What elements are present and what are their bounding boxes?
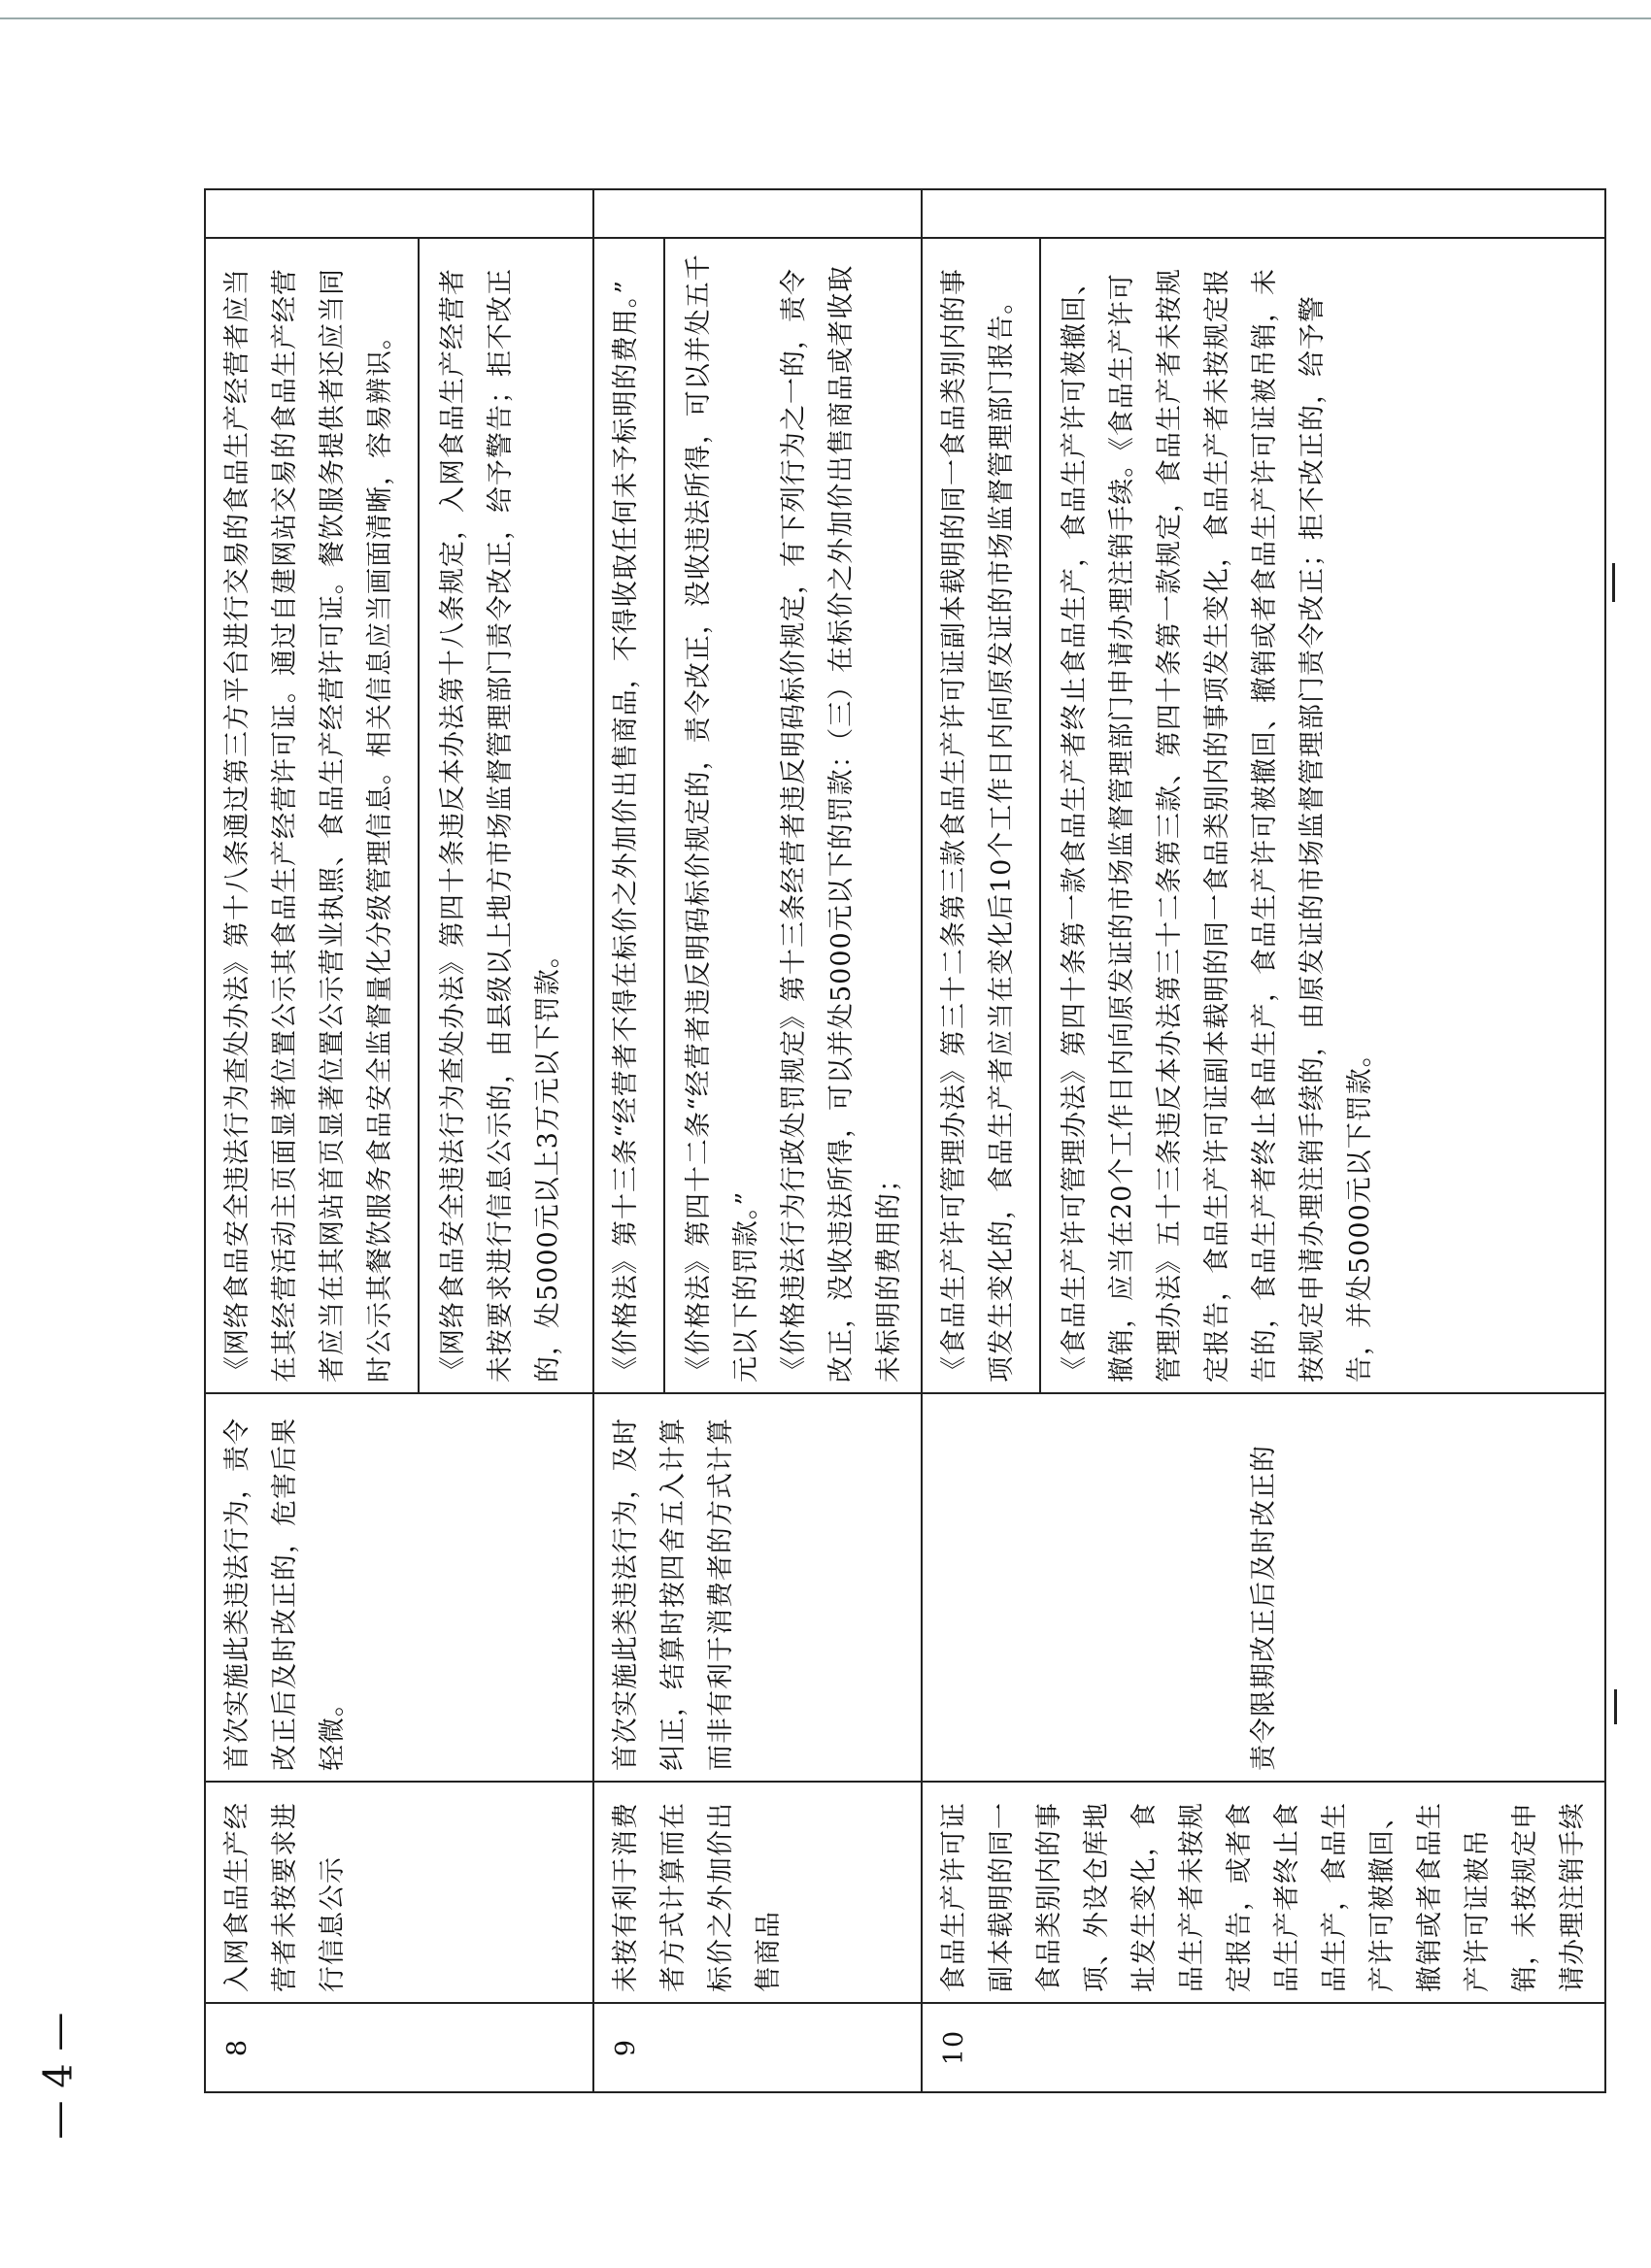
violation-cell: 食品生产许可证副本载明的同一食品类别内的事项、外设仓库地址发生变化，食品生产者未按规定报告，或者食品生产者终止食品生产，食品生产许可被撤回、撤销或者食品生产许可证被吊销，未按规定申请办理注销手续: [922, 1782, 1605, 2003]
basis-cell: [922, 238, 1605, 1393]
basis-penalty-text: 《网络食品安全违法行为查处办法》第四十条违反本办法第十八条规定，入网食品生产经营者未按要求进行信息公示的，由县级以上地方市场监督管理部门责令改正，给予警告；拒不改正的，处5000元以上3万元以下罚款。: [438, 268, 563, 1383]
scan-mark: [1614, 1689, 1617, 1724]
rotated-table-container: [204, 190, 1588, 2093]
scan-mark: [1612, 563, 1615, 602]
condition-cell: 首次实施此类违法行为，责令改正后及时改正的，危害后果轻微。: [205, 1393, 593, 1782]
basis-penalty-text: 《价格法》第四十二条“经营者违反明码标价规定的，责令改正，没收违法所得，可以并处五千元以下的罚款。” 《价格违法行为行政处罚规定》第十三条经营者违反明码标价规定，有下列行为之一的，责令改正，没收违法所得，可以并处5000元以下的罚款：（三）在标价之外加价出售商品或者收取未标明的费用的；: [684, 253, 904, 1383]
violation-cell: 入网食品生产经营者未按要求进行信息公示: [205, 1782, 593, 2003]
empty-cell: [205, 189, 593, 238]
table-row: [593, 189, 922, 2092]
basis-main-text: 《网络食品安全违法行为查处办法》第十八条通过第三方平台进行交易的食品生产经营者应当在其经营活动主页面显著位置公示其食品生产经营许可证。通过自建网站交易的食品生产经营者应当在其网站首页显著位置公示营业执照、食品生产经营许可证。餐饮服务提供者还应当同时公示其餐饮服务食品安全监督量化分级管理信息。相关信息应当画面清晰，容易辨识。: [222, 268, 395, 1383]
basis-cell: [593, 238, 922, 1393]
page-number: — 4 —: [36, 2012, 82, 2140]
empty-cell: [922, 189, 1605, 238]
empty-cell: [593, 189, 922, 238]
basis-cell: [205, 238, 593, 1393]
violation-cell: 未按有利于消费者方式计算而在标价之外加价出售商品: [593, 1782, 922, 2003]
row-number: 9: [593, 2003, 922, 2092]
table-row: [922, 189, 1605, 2092]
row-number: 8: [205, 2003, 593, 2092]
top-scan-line: [0, 17, 1651, 19]
table-row: [205, 189, 593, 2092]
basis-penalty-text: 《食品生产许可管理办法》第四十条第一款食品生产者终止食品生产，食品生产许可被撤回、撤销，应当在20个工作日内向原发证的市场监督管理部门申请办理注销手续。《食品生产许可管理办法》五十三条违反本办法第三十二条第三款、第四十条第一款规定，食品生产者未按规定报告，食品生产许可证副本载明的同一食品类别内的事项发生变化，食品生产者未按规定报告的，食品生产者终止食品生产，食品生产许可被撤回、撤销或者食品生产许可证被吊销，未按规定申请办理注销手续的，由原发证的市场监督管理部门责令改正；拒不改正的，给予警告，并处5000元以下罚款。: [1060, 268, 1375, 1383]
condition-cell: 责令限期改正后及时改正的: [922, 1393, 1605, 1782]
penalty-table: [204, 188, 1606, 2093]
basis-main-text: 《价格法》第十三条“经营者不得在标价之外加价出售商品，不得收取任何未予标明的费用。”: [611, 279, 641, 1383]
basis-main-text: 《食品生产许可管理办法》第三十二条第三款食品生产许可证副本载明的同一食品类别内的事项发生变化的，食品生产者应当在变化后10个工作日内向原发证的市场监督管理部门报告。: [939, 268, 1017, 1383]
condition-cell: 首次实施此类违法行为，及时纠正，结算时按四舍五入计算而非有利于消费者的方式计算: [593, 1393, 922, 1782]
row-number: 10: [922, 2003, 1605, 2092]
